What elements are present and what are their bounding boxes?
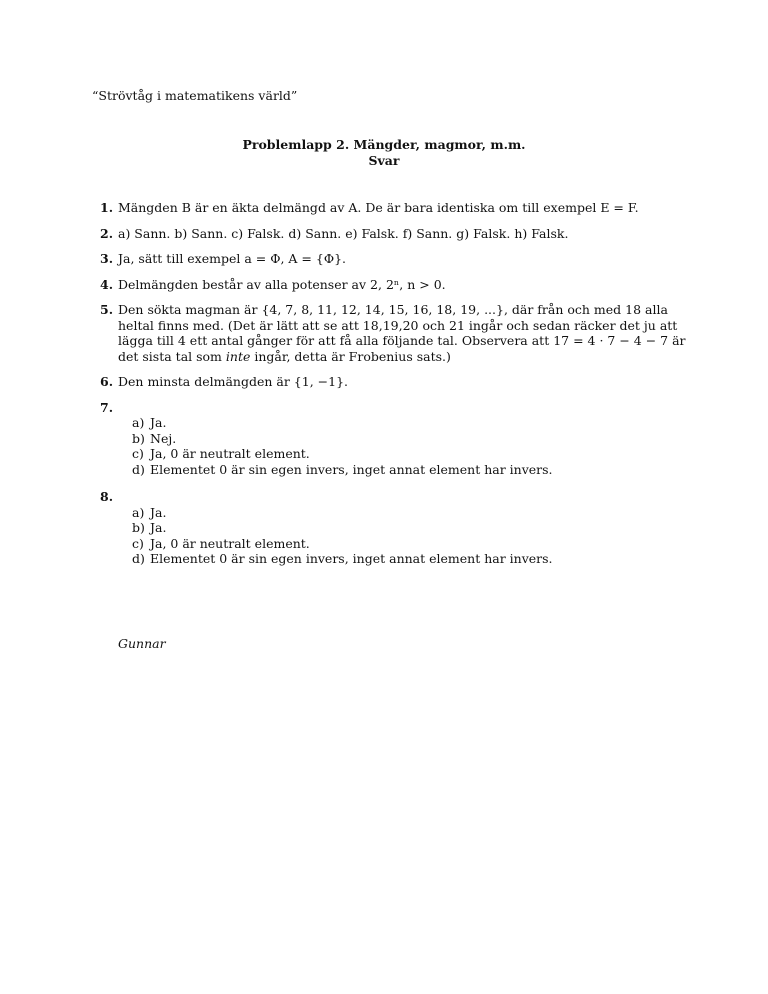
sub-text: Ja, 0 är neutralt element. — [150, 446, 310, 461]
sub-text: Ja, 0 är neutralt element. — [150, 535, 310, 551]
sub-answer-list — [118, 400, 706, 478]
sub-text: Ja. — [150, 415, 167, 430]
sub-letter: c) — [132, 446, 144, 461]
sub-answer — [132, 415, 706, 431]
item-number: 7. — [100, 399, 114, 415]
sub-letter: b) — [132, 520, 145, 535]
sub-letter: a) — [132, 504, 145, 520]
sub-answer — [132, 520, 706, 536]
item-text: a) Sann. b) Sann. c) Falsk. d) Sann. e) Falsk. f) Sann. g) Falsk. h) Falsk. — [118, 225, 569, 241]
signature: Gunnar — [118, 636, 166, 651]
item-number: 3. — [100, 251, 114, 266]
item-text: Mängden B är en äkta delmängd av A. De är bara identiska om till exempel E = F. — [118, 200, 639, 215]
sub-letter: c) — [132, 535, 144, 551]
item-number: 8. — [100, 489, 114, 504]
sub-text: Nej. — [150, 430, 177, 446]
answer-item-2 — [100, 226, 706, 242]
answer-item-7 — [100, 400, 706, 478]
item-number: 4. — [100, 276, 114, 292]
item-number: 6. — [100, 374, 114, 389]
sub-answer — [132, 431, 706, 447]
item-text: Ja, sätt till exempel a = Φ, A = {Φ}. — [118, 251, 346, 266]
answer-item-1 — [100, 200, 706, 216]
answer-item-3 — [100, 251, 706, 267]
item-text-emphasis: inte — [225, 348, 251, 364]
answer-item-4 — [100, 277, 706, 293]
answer-list — [100, 200, 706, 579]
item-number: 5. — [100, 302, 114, 317]
sub-letter: a) — [132, 415, 145, 430]
title-block — [0, 137, 768, 168]
item-number: 2. — [100, 225, 114, 241]
item-text: Den sökta magman är {4, 7, 8, 11, 12, 14, 15, 16, 18, 19, ...}, där från och med 18 alla heltal finns med. (Det är lätt att se att 18,19,20 och 21 ingår och sedan räcker det ju att lägga till 4 ett antal gånger för att få alla följande tal. Observera att 17 = 4 · 7 − 4 − 7 är det sista tal som — [118, 302, 686, 364]
answer-item-6 — [100, 374, 706, 390]
sub-text: Ja. — [150, 504, 167, 520]
sub-answer — [132, 462, 706, 478]
page-title: Problemlapp 2. Mängder, magmor, m.m. — [242, 137, 526, 152]
item-text: Delmängden består av alla potenser av 2, 2ⁿ, n > 0. — [118, 276, 446, 292]
sub-answer — [132, 446, 706, 462]
sub-letter: d) — [132, 551, 145, 566]
answer-item-5 — [100, 302, 706, 364]
sub-answer — [132, 536, 706, 552]
sub-text: Ja. — [150, 520, 167, 535]
sub-answer — [132, 505, 706, 521]
course-header: “Strövtåg i matematikens värld” — [92, 88, 298, 103]
item-text-end: ingår, detta är Frobenius sats.) — [250, 348, 451, 364]
sub-answer-list — [118, 489, 706, 567]
sub-text: Elementet 0 är sin egen invers, inget annat element har invers. — [150, 551, 553, 566]
page-subtitle: Svar — [368, 152, 400, 168]
answer-item-8 — [100, 489, 706, 567]
sub-answer — [132, 551, 706, 567]
sub-letter: b) — [132, 430, 145, 446]
sub-text: Elementet 0 är sin egen invers, inget annat element har invers. — [150, 461, 553, 477]
item-number: 1. — [100, 200, 114, 215]
item-text: Den minsta delmängden är {1, −1}. — [118, 374, 348, 389]
sub-letter: d) — [132, 461, 145, 477]
